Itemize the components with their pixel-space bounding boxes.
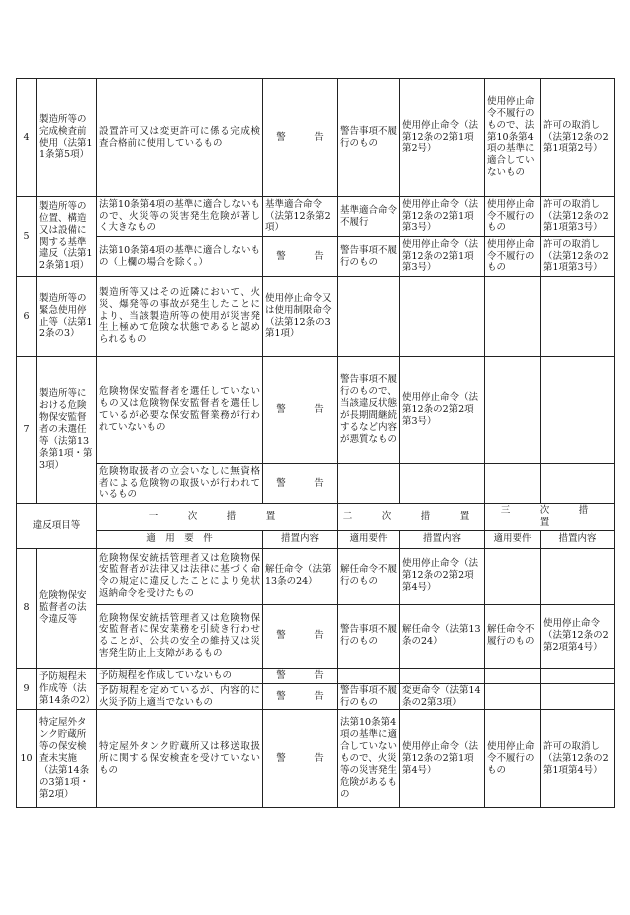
row-number: 8: [17, 548, 37, 668]
secondary-measure: 使用停止命令（法第12条の2第1項第4号）: [400, 710, 485, 808]
table-row: [17, 464, 615, 504]
header-tertiary: 三 次 措 置: [485, 504, 615, 531]
table-row: [17, 79, 615, 197]
row-number: 7: [17, 357, 37, 504]
header-violation-items: 違反項目等: [17, 504, 97, 549]
secondary-requirement: 法第10条第4項の基準に適合していないもので、火災等の災害発生危険があるもの: [338, 710, 400, 808]
secondary-requirement: [338, 668, 400, 683]
row-number: 6: [17, 277, 37, 357]
secondary-measure: 使用停止命令（法第12条の2第2項第3号）: [400, 357, 485, 464]
primary-requirement: 設置許可又は変更許可に係る完成検査合格前に使用しているもの: [97, 79, 263, 197]
header-primary: 一 次 措 置: [97, 504, 338, 531]
tertiary-measure: [541, 277, 615, 357]
primary-measure: 警 告: [263, 710, 338, 808]
table-header-row: [17, 504, 615, 531]
secondary-measure: [400, 668, 485, 683]
primary-measure: 警 告: [263, 604, 338, 668]
header-measure: 措置内容: [541, 530, 615, 548]
primary-requirement: 法第10条第4項の基準に適合しないもの（上欄の場合を除く。）: [97, 237, 263, 277]
tertiary-measure: [541, 548, 615, 604]
header-requirement: 適用要件: [485, 530, 541, 548]
primary-measure: 使用停止命令又は使用制限命令（法第12条の3第1項）: [263, 277, 338, 357]
secondary-requirement: 警告事項不履行のもの: [338, 604, 400, 668]
header-requirement: 適 用 要 件: [97, 530, 263, 548]
row-number: 9: [17, 668, 37, 710]
violation-item: 特定屋外タンク貯蔵所等の保安検査未実施（法第14条の3第1項・第2項）: [37, 710, 97, 808]
tertiary-requirement: [485, 464, 541, 504]
secondary-requirement: 解任命令不履行のもの: [338, 548, 400, 604]
primary-measure: 警 告: [263, 357, 338, 464]
tertiary-measure: 許可の取消し（法第12条の2第1項第3号）: [541, 197, 615, 237]
primary-requirement: 危険物保安統括管理者又は危険物保安監督者に保安業務を引続き行わせることが、公共の安全の維持又は災害発生防止上支障があるもの: [97, 604, 263, 668]
header-secondary: 二 次 措 置: [338, 504, 485, 531]
header-requirement: 適用要件: [338, 530, 400, 548]
tertiary-measure: [541, 357, 615, 464]
tertiary-requirement: [485, 683, 541, 710]
tertiary-measure: 許可の取消し（法第12条の2第1項第2号）: [541, 79, 615, 197]
row-number: 4: [17, 79, 37, 197]
table-row: [17, 604, 615, 668]
primary-requirement: 特定屋外タンク貯蔵所又は移送取扱所に関する保安検査を受けていないもの: [97, 710, 263, 808]
secondary-measure: [400, 464, 485, 504]
secondary-measure: 使用停止命令（法第12条の2第1項第2号）: [400, 79, 485, 197]
header-measure: 措置内容: [400, 530, 485, 548]
secondary-measure: 変更命令（法第14条の2第3項）: [400, 683, 485, 710]
tertiary-requirement: [485, 548, 541, 604]
tertiary-measure: 許可の取消し（法第12条の2第1項第3号）: [541, 237, 615, 277]
secondary-requirement: 警告事項不履行のもの: [338, 79, 400, 197]
table-row: [17, 668, 615, 683]
primary-requirement: 危険物取扱者の立会いなしに無資格者による危険物の取扱いが行われているもの: [97, 464, 263, 504]
primary-measure: 警 告: [263, 668, 338, 683]
header-measure: 措置内容: [263, 530, 338, 548]
row-number: 5: [17, 197, 37, 277]
primary-measure: 警 告: [263, 464, 338, 504]
secondary-measure: 使用停止命令（法第12条の2第1項第3号）: [400, 197, 485, 237]
secondary-measure: 使用停止命令（法第12条の2第2項第4号）: [400, 548, 485, 604]
tertiary-requirement: [485, 668, 541, 683]
secondary-requirement: 警告事項不履行のもので、当該違反状態が長期間継続するなど内容が悪質なもの: [338, 357, 400, 464]
tertiary-requirement: 解任命令不履行のもの: [485, 604, 541, 668]
tertiary-requirement: [485, 357, 541, 464]
secondary-requirement: 警告事項不履行のもの: [338, 683, 400, 710]
violation-item: 製造所等における危険物保安監督者の未選任等（法第13条第1項・第3項）: [37, 357, 97, 504]
primary-requirement: 予防規程を定めているが、内容的に火災予防上適当でないもの: [97, 683, 263, 710]
tertiary-requirement: 使用停止命令不履行のもの: [485, 197, 541, 237]
secondary-measure: 解任命令（法第13条の24）: [400, 604, 485, 668]
primary-requirement: 予防規程を作成していないもの: [97, 668, 263, 683]
primary-requirement: 危険物保安統括管理者又は危険物保安監督者が法律又は法律に基づく命令の規定に違反したことにより免状返納命令を受けたもの: [97, 548, 263, 604]
violation-item: 製造所等の完成検査前使用（法第11条第5項）: [37, 79, 97, 197]
table-row: [17, 197, 615, 237]
secondary-requirement: 警告事項不履行のもの: [338, 237, 400, 277]
table-row: [17, 357, 615, 464]
violation-item: 危険物保安監督者の法令違反等: [37, 548, 97, 668]
secondary-requirement: [338, 464, 400, 504]
primary-measure: 警 告: [263, 237, 338, 277]
table-row: [17, 237, 615, 277]
measures-table: [16, 78, 618, 808]
tertiary-measure: [541, 668, 615, 683]
primary-measure: 警 告: [263, 79, 338, 197]
violation-item: 予防規程未作成等（法第14条の2）: [37, 668, 97, 710]
secondary-measure: 使用停止命令（法第12条の2第1項第3号）: [400, 237, 485, 277]
table-row: [17, 683, 615, 710]
tertiary-requirement: 使用停止命令不履行のもの: [485, 237, 541, 277]
table-row: [17, 277, 615, 357]
tertiary-measure: [541, 683, 615, 710]
table-row: [17, 710, 615, 808]
tertiary-measure: 使用停止命令（法第12条の2第2項第4号）: [541, 604, 615, 668]
row-number: 10: [17, 710, 37, 808]
table-row: [17, 548, 615, 604]
tertiary-measure: [541, 464, 615, 504]
tertiary-requirement: 使用停止命令不履行のもの: [485, 710, 541, 808]
tertiary-requirement: [485, 277, 541, 357]
table-header-row: [17, 530, 615, 548]
primary-requirement: 危険物保安監督者を選任していないもの又は危険物保安監督者を選任しているが必要な保安監督業務が行われていないもの: [97, 357, 263, 464]
tertiary-requirement: 使用停止命令不履行のもので、法第10条第4項の基準に適合していないもの: [485, 79, 541, 197]
secondary-requirement: 基準適合命令不履行: [338, 197, 400, 237]
primary-requirement: 法第10条第4項の基準に適合しないもので、火災等の災害発生危険が著しく大きなもの: [97, 197, 263, 237]
secondary-measure: [400, 277, 485, 357]
primary-requirement: 製造所等又はその近隣において、火災、爆発等の事故が発生したことにより、当該製造所等の使用が災害発生上極めて危険な状態であると認められるもの: [97, 277, 263, 357]
primary-measure: 基準適合命令（法第12条第2項）: [263, 197, 338, 237]
violation-item: 製造所等の位置、構造又は設備に関する基準違反（法第12条第1項）: [37, 197, 97, 277]
violation-item: 製造所等の緊急使用停止等（法第12条の3）: [37, 277, 97, 357]
tertiary-measure: 許可の取消し（法第12条の2第1項第4号）: [541, 710, 615, 808]
primary-measure: 解任命令（法第13条の24）: [263, 548, 338, 604]
primary-measure: 警 告: [263, 683, 338, 710]
secondary-requirement: [338, 277, 400, 357]
